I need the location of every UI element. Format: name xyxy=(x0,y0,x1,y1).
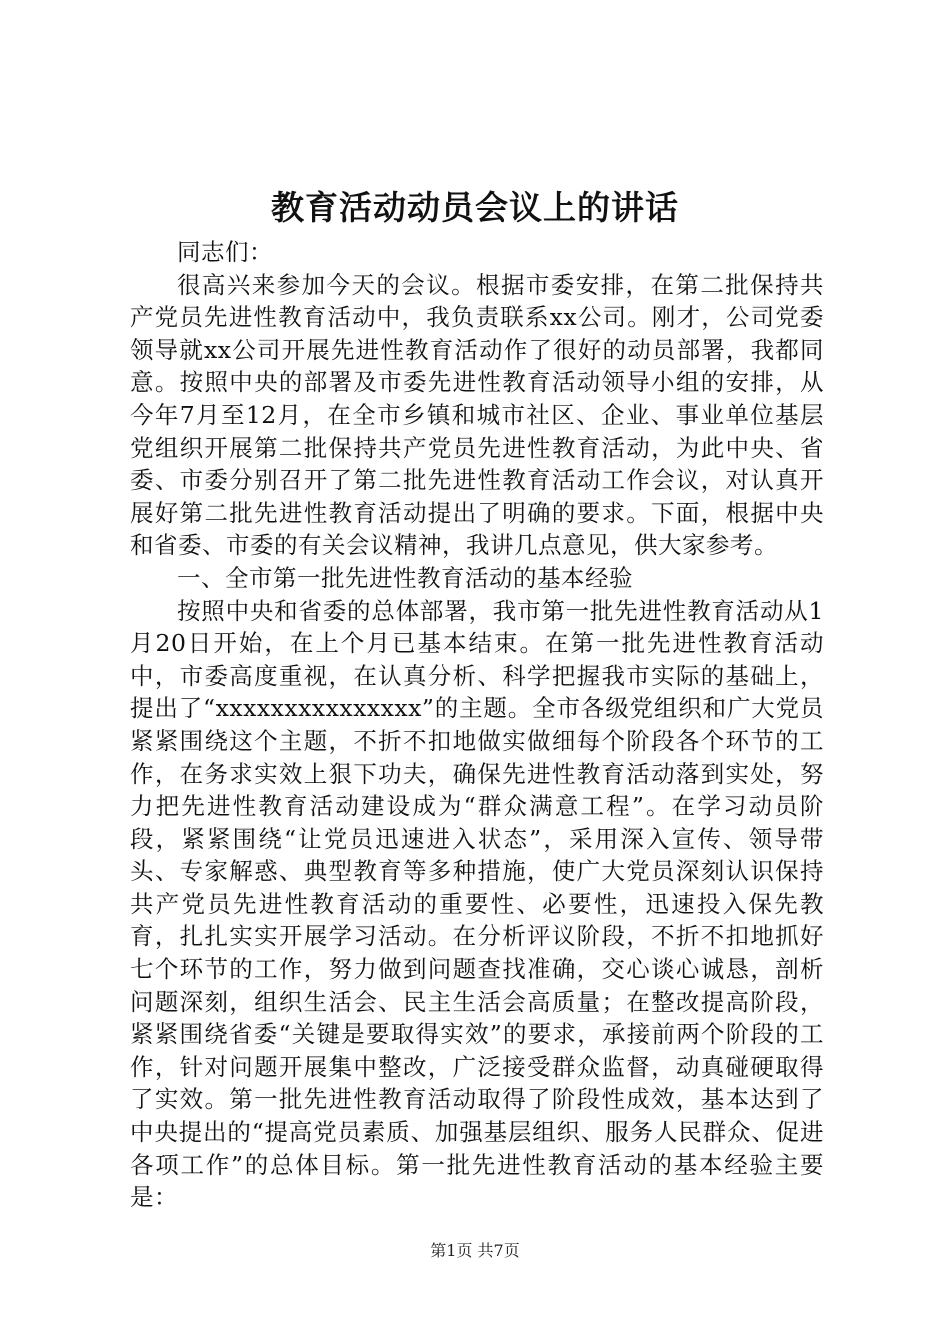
document-title: 教育活动动员会议上的讲话 xyxy=(271,188,679,227)
section-heading: 一、全市第一批先进性教育活动的基本经验 xyxy=(177,563,633,592)
page-footer: 第1页 共7页 xyxy=(430,1241,520,1260)
experience-paragraph: 按照中央和省委的总体部署，我市第一批先进性教育活动从1月20日开始，在上个月已基本结束。在第一批先进性教育活动中，市委高度重视，在认真分析、科学把握我市实际的基础上，提出了“xxxxxxxxxxxxxxx”的主题。全市各级党组织和广大党员紧紧围绕这个主题，不折不扣地做实做细每个阶段各个环节的工作，在务求实效上狠下功夫，确保先进性教育活动落到实处，努力把先进性教育活动建设成为“群众满意工程”。在学习动员阶段，紧紧围绕“让党员迅速进入状态”，采用深入宣传、领导带头、专家解惑、典型教育等多种措施，使广大党员深刻认识保持共产党员先进性教育活动的重要性、必要性，迅速投入保先教育，扎扎实实开展学习活动。在分析评议阶段，不折不扣地抓好七个环节的工作，努力做到问题查找准确，交心谈心诚恳，剖析问题深刻，组织生活会、民主生活会高质量；在整改提高阶段，紧紧围绕省委“关键是要取得实效”的要求，承接前两个阶段的工作，针对问题开展集中整改，广泛接受群众监督，动真碰硬取得了实效。第一批先进性教育活动取得了阶段性成效，基本达到了中央提出的“提高党员素质、加强基层组织、服务人民群众、促进各项工作”的总体目标。第一批先进性教育活动的基本经验主要是： xyxy=(130,596,824,1212)
intro-paragraph: 很高兴来参加今天的会议。根据市委安排，在第二批保持共产党员先进性教育活动中，我负责联系xx公司。刚才，公司党委领导就xx公司开展先进性教育活动作了很好的动员部署，我都同意。按照中央的部署及市委先进性教育活动领导小组的安排，从今年7月至12月，在全市乡镇和城市社区、企业、事业单位基层党组织开展第二批保持共产党员先进性教育活动，为此中央、省委、市委分别召开了第二批先进性教育活动工作会议，对认真开展好第二批先进性教育活动提出了明确的要求。下面，根据中央和省委、市委的有关会议精神，我讲几点意见，供大家参考。 xyxy=(130,270,824,560)
greeting-paragraph: 同志们： xyxy=(177,238,273,266)
document-body xyxy=(130,236,824,1214)
